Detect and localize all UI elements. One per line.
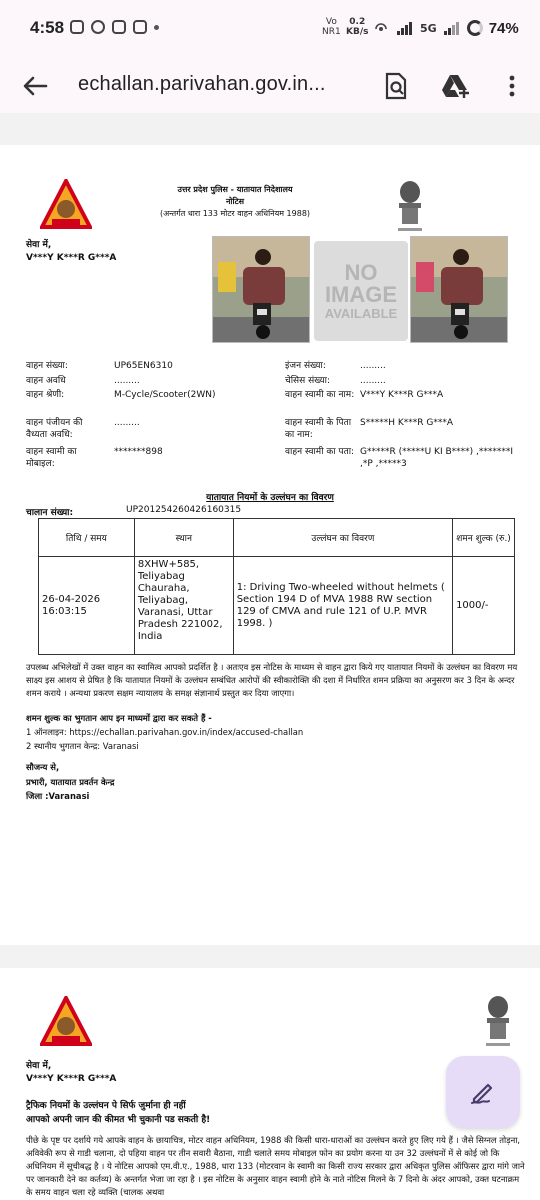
to-name-2: V***Y K***R G***A [26, 1074, 117, 1084]
violation-photo-1[interactable] [212, 236, 310, 343]
col-violation: उल्लंघन का विवरण [233, 519, 452, 557]
field-owner-father-value: S*****H K***R G***A [360, 418, 453, 428]
field-chassis-number-label: चेसिस संख्या: [285, 376, 331, 386]
instagram-icon [133, 20, 147, 34]
field-vehicle-category-value: M-Cycle/Scooter(2WN) [114, 390, 216, 400]
browser-toolbar [0, 58, 540, 113]
notice-page-1 [0, 145, 540, 945]
status-bar [0, 0, 540, 58]
speed-indicator [346, 17, 368, 37]
field-registration-validity-value: ......... [114, 418, 140, 428]
url-text[interactable]: echallan.parivahan.gov.in... [78, 73, 326, 95]
notice-paragraph: उपलब्ध अभिलेखों में उक्त वाहन का स्वामित्व आपको प्रदर्शित है । अतःएव इस नोटिस के माध्यम से वाहन द्वारा किये गए यातायात नियमों के उल्लंघन का विवरण मय साक्ष्य इस आशय से प्रेषित है कि यातायात नियमों के उल्लंघन सम्बंधित आरोपों की स्वीकारोक्ति की दशा में निर्धारित शमन प्रक्रिया का अनुसरण कर 3 दिन के अन्दर शमन कराये । अन्यथा प्रकरण सक्षम न्यायालय के समक्ष संज्ञानार्थ प्रस्तुत कर दिया जाएगा। [26, 662, 518, 698]
arrow-left-icon [22, 75, 48, 97]
up-traffic-police-logo-icon [40, 996, 92, 1048]
speed-unit: KB/s [346, 27, 369, 37]
officer: प्रभारी, यातायात प्रवर्तन केन्द्र [26, 777, 115, 787]
pen-edit-icon [468, 1077, 498, 1107]
cell-datetime: 26-04-2026 16:03:15 [39, 557, 135, 655]
to-label: सेवा में, [26, 240, 52, 250]
hotspot-icon [372, 20, 390, 36]
no-image-placeholder [314, 241, 408, 341]
up-traffic-police-logo-icon [40, 179, 92, 231]
drive-add-icon [441, 73, 471, 99]
status-time: 4:58 [30, 18, 65, 37]
national-emblem-icon [478, 993, 518, 1049]
to-label-2: सेवा में, [26, 1061, 52, 1071]
network-indicator [322, 17, 341, 37]
violation-section-title: यातायात नियमों के उल्लंघन का विवरण [206, 493, 334, 503]
field-owner-mobile-value: *******898 [114, 447, 163, 457]
col-datetime: तिथि / समय [39, 519, 135, 557]
network-line2: NR1 [322, 27, 341, 37]
warning-heading-1: ट्रैफिक नियमों के उल्लंघन पे सिर्फ जुर्माना ही नहीं [26, 1101, 186, 1111]
cell-violation: 1: Driving Two-wheeled without helmets ( Section 194 D of MVA 1988 RW section 129 of CMVA and rule 121 of U.P. MVR 1998. ) [233, 557, 452, 655]
more-menu-button[interactable] [496, 70, 528, 102]
more-notifications-icon [154, 25, 159, 30]
field-vehicle-period-label: वाहन अवधि [26, 376, 66, 386]
field-registration-validity-label: वाहन पंजीयन की वैध्यता अवधि: [26, 418, 83, 440]
field-owner-name-value: V***Y K***R G***A [360, 390, 444, 400]
payment-local: 2 स्थानीय भुगतान केन्द्र: Varanasi [26, 741, 139, 751]
col-fee: शमन शुल्क (रु.) [453, 519, 515, 557]
field-engine-number-label: इंजन संख्या: [285, 361, 326, 371]
status-right [372, 16, 519, 40]
field-engine-number-value: ......... [360, 361, 386, 371]
field-vehicle-number-value: UP65EN6310 [114, 361, 173, 371]
field-vehicle-number-label: वाहन संख्या: [26, 361, 68, 371]
chat-icon [91, 20, 105, 34]
cell-fee: 1000/- [453, 557, 515, 655]
field-vehicle-category-label: वाहन श्रेणी: [26, 390, 65, 400]
instagram-icon [112, 20, 126, 34]
annotate-fab-button[interactable] [446, 1056, 520, 1128]
add-to-drive-button[interactable] [440, 70, 472, 102]
cell-place: 8XHW+585, Teliyabag Chauraha, Teliyabag, Varanasi, Uttar Pradesh 221002, India [134, 557, 233, 655]
col-place: स्थान [134, 519, 233, 557]
table-row [39, 557, 515, 655]
payment-online[interactable]: 1 ऑनलाइन: https://echallan.parivahan.gov.in/index/accused-challan [26, 727, 304, 737]
search-in-doc-button[interactable] [380, 70, 412, 102]
violation-photo-2[interactable] [410, 236, 508, 343]
no-image-line2: IMAGE [324, 281, 398, 307]
signal-icon-2 [443, 20, 461, 36]
back-button[interactable] [18, 70, 52, 102]
field-owner-name-label: वाहन स्वामी का नाम: [285, 390, 355, 400]
no-image-line3: AVAILABLE [324, 305, 398, 321]
to-name: V***Y K***R G***A [26, 253, 117, 263]
no-image-line1: NO [344, 259, 378, 285]
header-line2: नोटिस [225, 197, 245, 206]
national-emblem-icon [390, 178, 430, 234]
challan-number-label: चालान संख्या: [26, 508, 74, 518]
field-owner-father-label: वाहन स्वामी के पिता का नाम: [285, 418, 352, 440]
battery-percent: 74% [488, 19, 519, 37]
challan-number-value: UP201254260426160315 [126, 505, 242, 515]
network-line1: Vo [325, 17, 337, 27]
network-type: 5G [420, 21, 437, 35]
document-search-icon [383, 72, 409, 100]
battery-icon [467, 20, 483, 36]
warning-body: पीछे के पृष्ट पर दर्शाये गये आपके वाहन के छायाचित्र, मोटर वाहन अधिनियम, 1988 की किसी धारा-धाराओं का उल्लंघन करते हुए लिए गये हैं । जैसे सिग्नल तोड़ना, अविवेकी रूप से गाडी चलाना, दो पहिया वाहन पर तीन सवारी बैठाना, गाडी चलाते समय मोबाइल फोन का प्रयोग करना या उन 32 उल्लंघनों में से कोई जो कि अधिनियम में सूचीबद्ध है । ये नोटिस आपको एम.वी.ए., 1988, धारा 133 (मोटरवान के स्वामी का किसी राज्य सरकार द्वारा अधिकृत पुलिस ऑफिसर द्वारा मांगे जाने पर जानकारी देने का कर्तव्य) के अन्तर्गत भेजा जा रहा है । इस नोटिस के अनुसार वाहन स्वामी होने के नाते नोटिस मिलने के 7 दिनो के अंदर आपको, उक्त घटनाक्रम के समय वाहन चला रहे व्यक्ति (चालक अथवा [26, 1135, 525, 1197]
field-chassis-number-value: ......... [360, 376, 386, 386]
payment-title: शमन शुल्क का भुगतान आप इन माध्यमों द्वारा कर सकते हैं - [26, 713, 212, 723]
courtesy: सौजन्य से, [26, 762, 60, 772]
notification-icons [70, 20, 159, 34]
header-line1: उत्तर प्रदेश पुलिस - यातायात निदेशालय [177, 185, 293, 194]
field-owner-mobile-label: वाहन स्वामी का मोबाइल: [26, 447, 77, 469]
instagram-icon [70, 20, 84, 34]
violation-table [38, 518, 515, 655]
field-vehicle-period-value: ......... [114, 376, 140, 386]
more-vert-icon [508, 74, 516, 98]
violation-table-header [39, 519, 515, 557]
header-line3: (अन्तर्गत धारा 133 मोटर वाहन अधिनियम 1988) [159, 209, 311, 218]
speed-value: 0.2 [349, 17, 366, 27]
warning-heading-2: आपको अपनी जान की कीमत भी चुकानी पड सकती है! [26, 1115, 211, 1125]
field-owner-address-label: वाहन स्वामी का पता: [285, 447, 355, 457]
field-owner-address-value: G*****R (*****U KI B****) ,*******I ,*P ,*****3 [360, 447, 514, 469]
notice-header [120, 184, 350, 220]
signal-icon [396, 20, 414, 36]
district: जिला :Varanasi [26, 791, 90, 801]
